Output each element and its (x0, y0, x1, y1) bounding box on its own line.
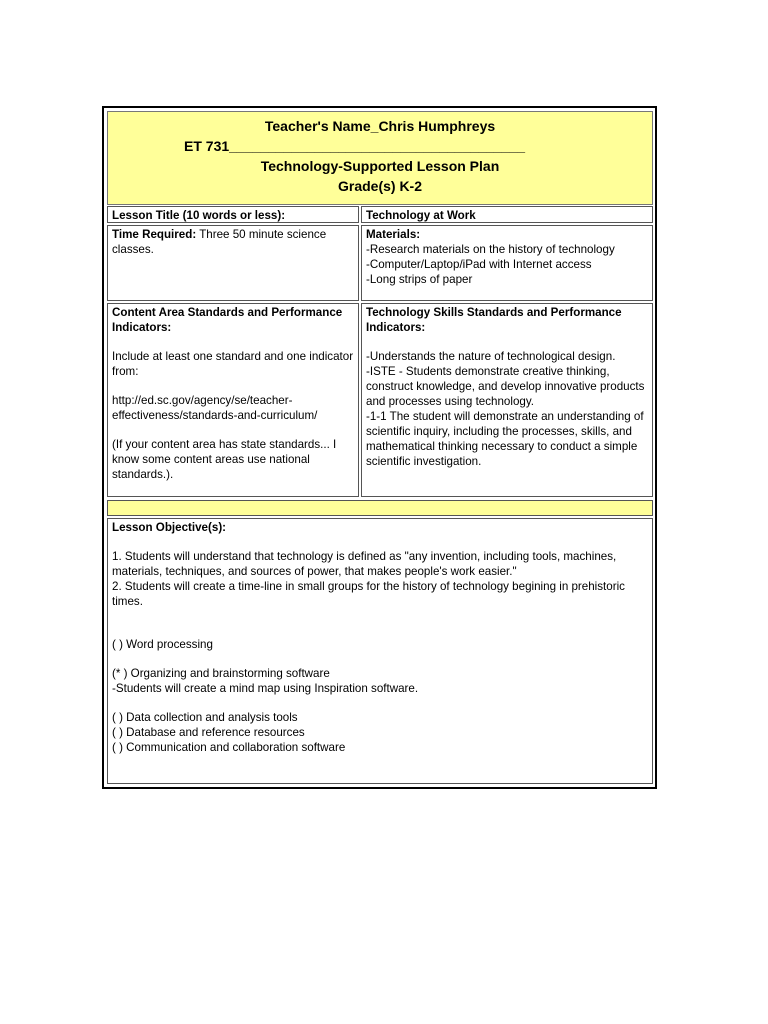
standards-url-link[interactable]: http://ed.sc.gov/agency/se/teacher-effectiveness/standards-and-curriculum/ (112, 394, 318, 422)
time-required-value: Three 50 minute science classes. (112, 228, 327, 256)
materials-label: Materials: (366, 228, 421, 241)
objective-item: 1. Students will understand that technology is defined as "any invention, including tools, machines, materials, techniques, and sources of power, that makes people's work easier." (112, 550, 617, 578)
materials-item: -Computer/Laptop/iPad with Internet access (366, 258, 592, 271)
organizing-detail: -Students will create a mind map using Inspiration software. (112, 682, 419, 695)
course-code: ET 731______________________________________ (184, 138, 526, 154)
tech-standard-line: -Understands the nature of technological design. (366, 350, 616, 363)
word-processing-checkbox: ( ) Word processing (112, 638, 213, 651)
organizing-checkbox: (* ) Organizing and brainstorming software (112, 667, 330, 680)
teacher-name: Teacher's Name_Chris Humphreys (264, 118, 496, 134)
lesson-title-label: Lesson Title (10 words or less): (112, 209, 286, 222)
communication-checkbox: ( ) Communication and collaboration software (112, 741, 346, 754)
data-collection-checkbox: ( ) Data collection and analysis tools (112, 711, 298, 724)
tech-standard-line: -ISTE - Students demonstrate creative thinking, construct knowledge, and develop innovative products and processes using technology. (366, 365, 645, 408)
content-standards-note: (If your content area has state standards... I know some content areas use national standards.). (112, 438, 337, 481)
yellow-divider-row (107, 500, 653, 516)
tech-standard-line: -1-1 The student will demonstrate an understanding of scientific inquiry, including the processes, skills, and mathematical thinking necessary to conduct a simple scientific investigation. (366, 410, 644, 468)
time-required-label: Time Required: (112, 228, 197, 241)
objective-item: 2. Students will create a time-line in small groups for the history of technology begining in prehistoric times. (112, 580, 625, 608)
database-checkbox: ( ) Database and reference resources (112, 726, 305, 739)
objectives-label: Lesson Objective(s): (112, 521, 227, 534)
time-required-cell (107, 225, 359, 301)
plan-title: Technology-Supported Lesson Plan (260, 158, 500, 174)
tech-standards-cell (361, 303, 653, 497)
lesson-title-value: Technology at Work (366, 209, 476, 222)
content-standards-instruction: Include at least one standard and one indicator from: (112, 350, 354, 378)
lesson-title-value-cell (361, 206, 653, 223)
header-block (107, 111, 653, 205)
materials-cell (361, 225, 653, 301)
lesson-plan-document (102, 106, 657, 789)
lesson-objectives-cell (107, 518, 653, 784)
materials-item: -Long strips of paper (366, 273, 473, 286)
materials-item: -Research materials on the history of technology (366, 243, 615, 256)
lesson-title-label-cell (107, 206, 359, 223)
content-standards-cell (107, 303, 359, 497)
grade-level: Grade(s) K-2 (337, 178, 423, 194)
content-standards-label: Content Area Standards and Performance Indicators: (112, 306, 343, 334)
tech-standards-label: Technology Skills Standards and Performance Indicators: (366, 306, 622, 334)
